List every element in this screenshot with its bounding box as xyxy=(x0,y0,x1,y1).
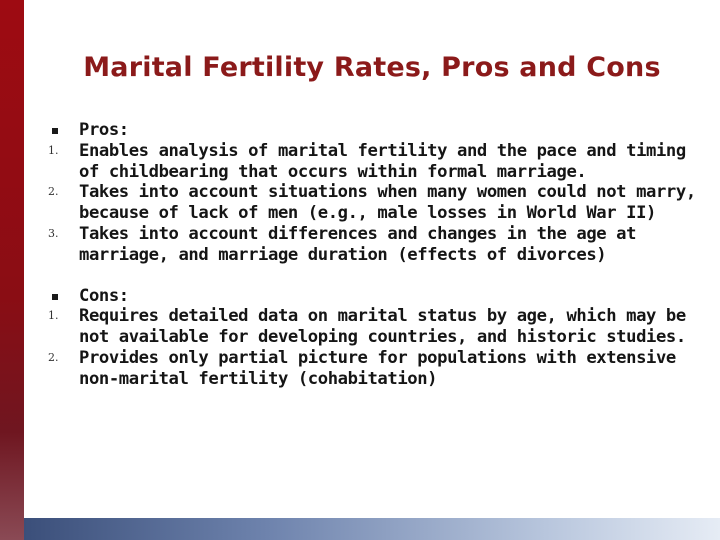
pros-item-text: Takes into account situations when many women could not marry, because of lack of men (e.g., male losses in World War II) xyxy=(79,182,696,224)
cons-item-text: Requires detailed data on marital status by age, which may be not available for developing countries, and historic studies. xyxy=(79,306,686,348)
pros-item-text: Enables analysis of marital fertility and the pace and timing of childbearing that occurs within formal marriage. xyxy=(79,140,686,182)
cons-heading-item xyxy=(48,286,708,307)
cons-item-text: Provides only partial picture for populations with extensive non-marital fertility (cohabitation) xyxy=(79,347,676,389)
pros-item-text: Takes into account differences and changes in the age at marriage, and marriage duration (effects of divorces) xyxy=(79,223,637,265)
section-spacer xyxy=(48,266,708,286)
bottom-gradient-bar xyxy=(24,518,720,540)
slide-title: Marital Fertility Rates, Pros and Cons xyxy=(83,52,661,83)
pros-heading: Pros: xyxy=(79,120,129,140)
list-number: 3. xyxy=(48,226,59,240)
cons-list-item xyxy=(48,306,708,348)
slide-body xyxy=(48,120,708,390)
cons-heading: Cons: xyxy=(79,285,129,306)
pros-heading-item xyxy=(48,120,708,141)
pros-list-item xyxy=(48,224,708,266)
list-number: 2. xyxy=(48,350,59,364)
list-number: 1. xyxy=(48,309,59,323)
list-number: 2. xyxy=(48,185,59,199)
square-bullet-icon xyxy=(52,294,58,300)
list-number: 1. xyxy=(48,143,59,157)
cons-list-item xyxy=(48,348,708,390)
left-accent-bar xyxy=(0,0,24,540)
pros-list-item xyxy=(48,141,708,183)
square-bullet-icon xyxy=(52,128,58,134)
pros-list-item xyxy=(48,182,708,224)
